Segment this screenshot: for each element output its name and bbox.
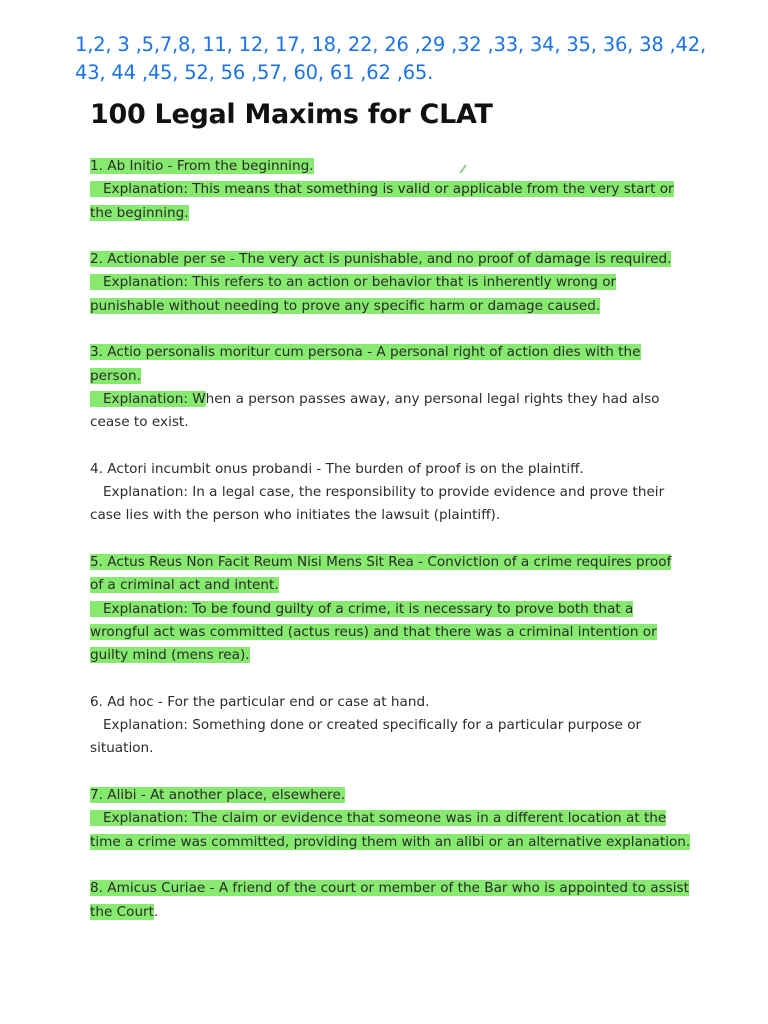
maxims-list: [90, 155, 690, 947]
highlighted-text: Explanation: To be found guilty of a crime, it is necessary to prove both that a: [90, 600, 634, 617]
maxim-line: [90, 901, 690, 924]
plain-text: situation.: [90, 740, 154, 757]
maxim-entry: [90, 458, 690, 528]
highlighted-text: Explanation: This means that something is valid or applicable from the very start or: [90, 181, 674, 198]
highlighted-text: 7. Alibi - At another place, elsewhere.: [90, 787, 346, 804]
maxim-line: [90, 178, 690, 201]
highlighted-text: guilty mind (mens rea).: [90, 647, 250, 664]
highlighted-text: 8. Amicus Curiae - A friend of the court or member of the Bar who is appointed to assist: [90, 880, 689, 897]
maxim-line: [90, 551, 690, 574]
maxim-entry: [90, 248, 690, 318]
maxim-line: [90, 644, 690, 667]
maxim-line: [90, 737, 690, 760]
plain-text: cease to exist.: [90, 414, 189, 431]
maxim-line: [90, 714, 690, 737]
highlighted-text: person.: [90, 367, 141, 384]
document-title: 100 Legal Maxims for CLAT: [90, 99, 493, 130]
highlighted-text: Explanation: W: [90, 390, 206, 407]
highlighted-text: the Court: [90, 903, 154, 920]
maxim-entry: [90, 551, 690, 667]
highlighted-text: the beginning.: [90, 204, 189, 221]
highlighted-text: Explanation: This refers to an action or behavior that is inherently wrong or: [90, 274, 617, 291]
plain-text: Explanation: In a legal case, the responsibility to provide evidence and prove their: [90, 484, 665, 501]
maxim-line: [90, 807, 690, 830]
maxim-line: [90, 365, 690, 388]
highlighted-text: wrongful act was committed (actus reus) and that there was a criminal intention or: [90, 623, 657, 640]
maxim-line: [90, 341, 690, 364]
maxim-line: [90, 784, 690, 807]
maxim-line: [90, 877, 690, 900]
maxim-line: [90, 248, 690, 271]
maxim-line: [90, 202, 690, 225]
highlighted-text: 2. Actionable per se - The very act is punishable, and no proof of damage is required.: [90, 251, 672, 268]
maxim-entry: [90, 155, 690, 225]
plain-text: 6. Ad hoc - For the particular end or case at hand.: [90, 693, 430, 710]
highlighted-text: Explanation: The claim or evidence that someone was in a different location at the: [90, 810, 667, 827]
highlighted-text: punishable without needing to prove any specific harm or damage caused.: [90, 297, 601, 314]
highlighted-text: 5. Actus Reus Non Facit Reum Nisi Mens Sit Rea - Conviction of a crime requires proof: [90, 554, 672, 571]
maxim-line: [90, 411, 690, 434]
maxim-entry: [90, 784, 690, 854]
maxim-entry: [90, 341, 690, 434]
highlighted-text: 3. Actio personalis moritur cum persona - A personal right of action dies with the: [90, 344, 641, 361]
maxim-line: [90, 155, 690, 178]
plain-text: .: [153, 903, 159, 920]
maxim-line: [90, 691, 690, 714]
maxim-entry: [90, 877, 690, 924]
maxim-line: [90, 458, 690, 481]
annotation-line-1: 1,2, 3 ,5,7,8, 11, 12, 17, 18, 22, 26 ,29 ,32 ,33, 34, 35, 36, 38 ,42,: [75, 33, 706, 56]
maxim-line: [90, 504, 690, 527]
maxim-entry: [90, 691, 690, 761]
highlighted-text: of a criminal act and intent.: [90, 577, 279, 594]
plain-text: case lies with the person who initiates the lawsuit (plaintiff).: [90, 507, 501, 524]
maxim-line: [90, 574, 690, 597]
plain-text: Explanation: Something done or created specifically for a particular purpose or: [90, 717, 642, 734]
plain-text: 4. Actori incumbit onus probandi - The burden of proof is on the plaintiff.: [90, 460, 584, 477]
maxim-line: [90, 481, 690, 504]
maxim-line: [90, 388, 690, 411]
maxim-line: [90, 295, 690, 318]
maxim-line: [90, 598, 690, 621]
maxim-line: [90, 271, 690, 294]
handwritten-number-list: [75, 31, 715, 87]
annotation-line-2: 43, 44 ,45, 52, 56 ,57, 60, 61 ,62 ,65.: [75, 61, 434, 84]
highlighted-text: 1. Ab Initio - From the beginning.: [90, 158, 314, 174]
maxim-line: [90, 831, 690, 854]
maxim-line: [90, 621, 690, 644]
highlighted-text: time a crime was committed, providing them with an alibi or an alternative explanation.: [90, 833, 691, 850]
plain-text: hen a person passes away, any personal legal rights they had also: [205, 390, 660, 407]
